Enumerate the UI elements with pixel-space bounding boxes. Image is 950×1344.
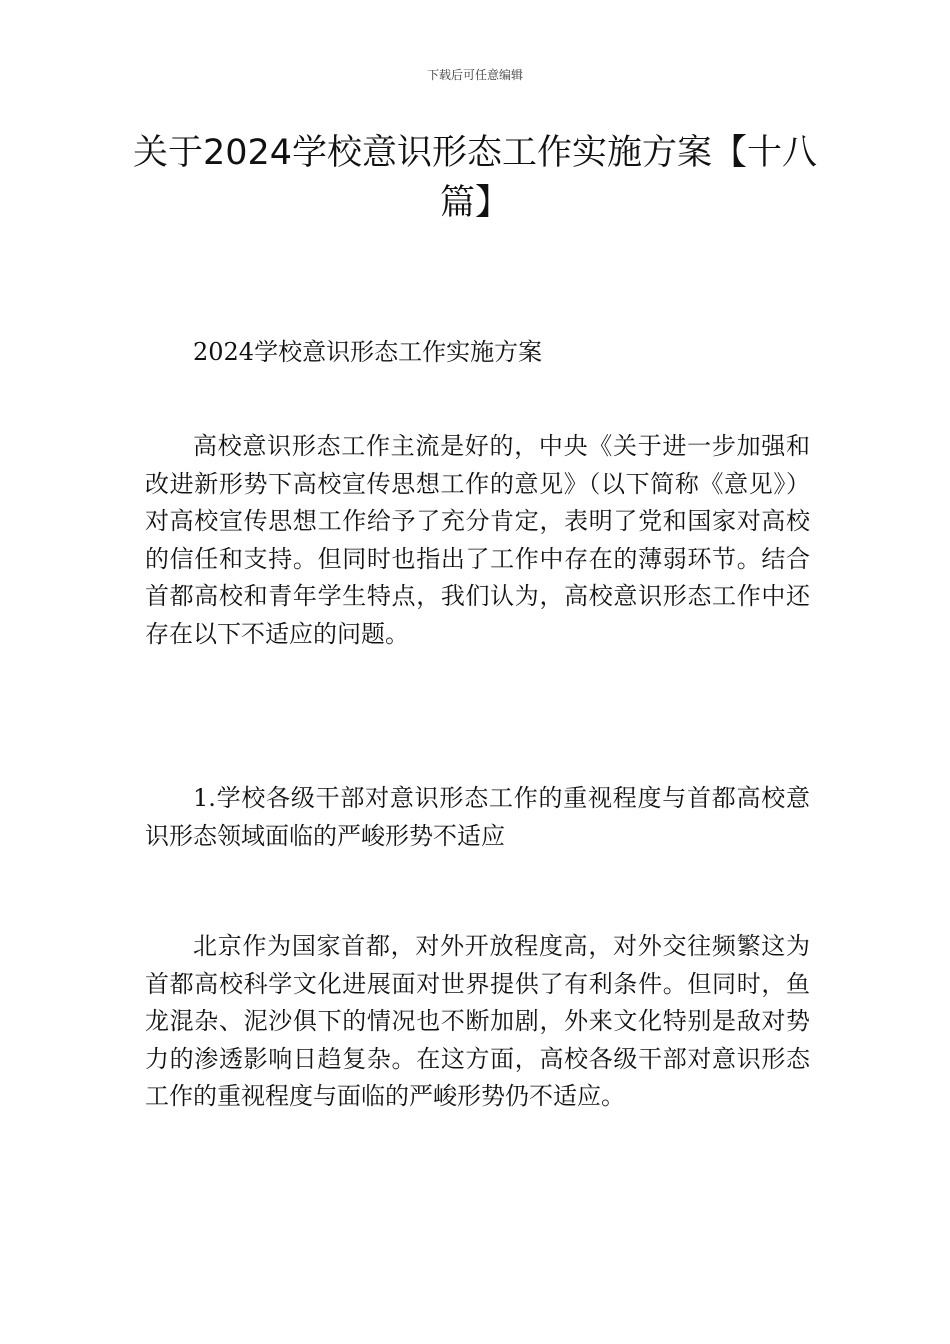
- header-note: 下载后可任意编辑: [426, 68, 523, 82]
- section-title-block: [145, 334, 810, 372]
- paragraph-block-3: [145, 928, 810, 1116]
- section-title: 2024学校意识形态工作实施方案: [193, 338, 543, 366]
- numbered-heading: 1.学校各级干部对意识形态工作的重视程度与首都高校意识形态领域面临的严峻形势不适应: [145, 784, 810, 850]
- paragraph-block-2: [145, 780, 810, 855]
- paragraph: 高校意识形态工作主流是好的，中央《关于进一步加强和改进新形势下高校宣传思想工作的意见》（以下简称《意见》）对高校宣传思想工作给予了充分肯定，表明了党和国家对高校的信任和支持。但同时也指出了工作中存在的薄弱环节。结合首都高校和青年学生特点，我们认为，高校意识形态工作中还存在以下不适应的问题。: [145, 432, 810, 648]
- paragraph-block-1: [145, 428, 810, 653]
- document-title: 关于2024学校意识形态工作实施方案【十八篇】: [132, 133, 818, 223]
- paragraph: 北京作为国家首都，对外开放程度高，对外交往频繁这为首都高校科学文化进展面对世界提供了有利条件。但同时，鱼龙混杂、泥沙俱下的情况也不断加剧，外来文化特别是敌对势力的渗透影响日趋复杂。在这方面，高校各级干部对意识形态工作的重视程度与面临的严峻形势仍不适应。: [145, 932, 810, 1110]
